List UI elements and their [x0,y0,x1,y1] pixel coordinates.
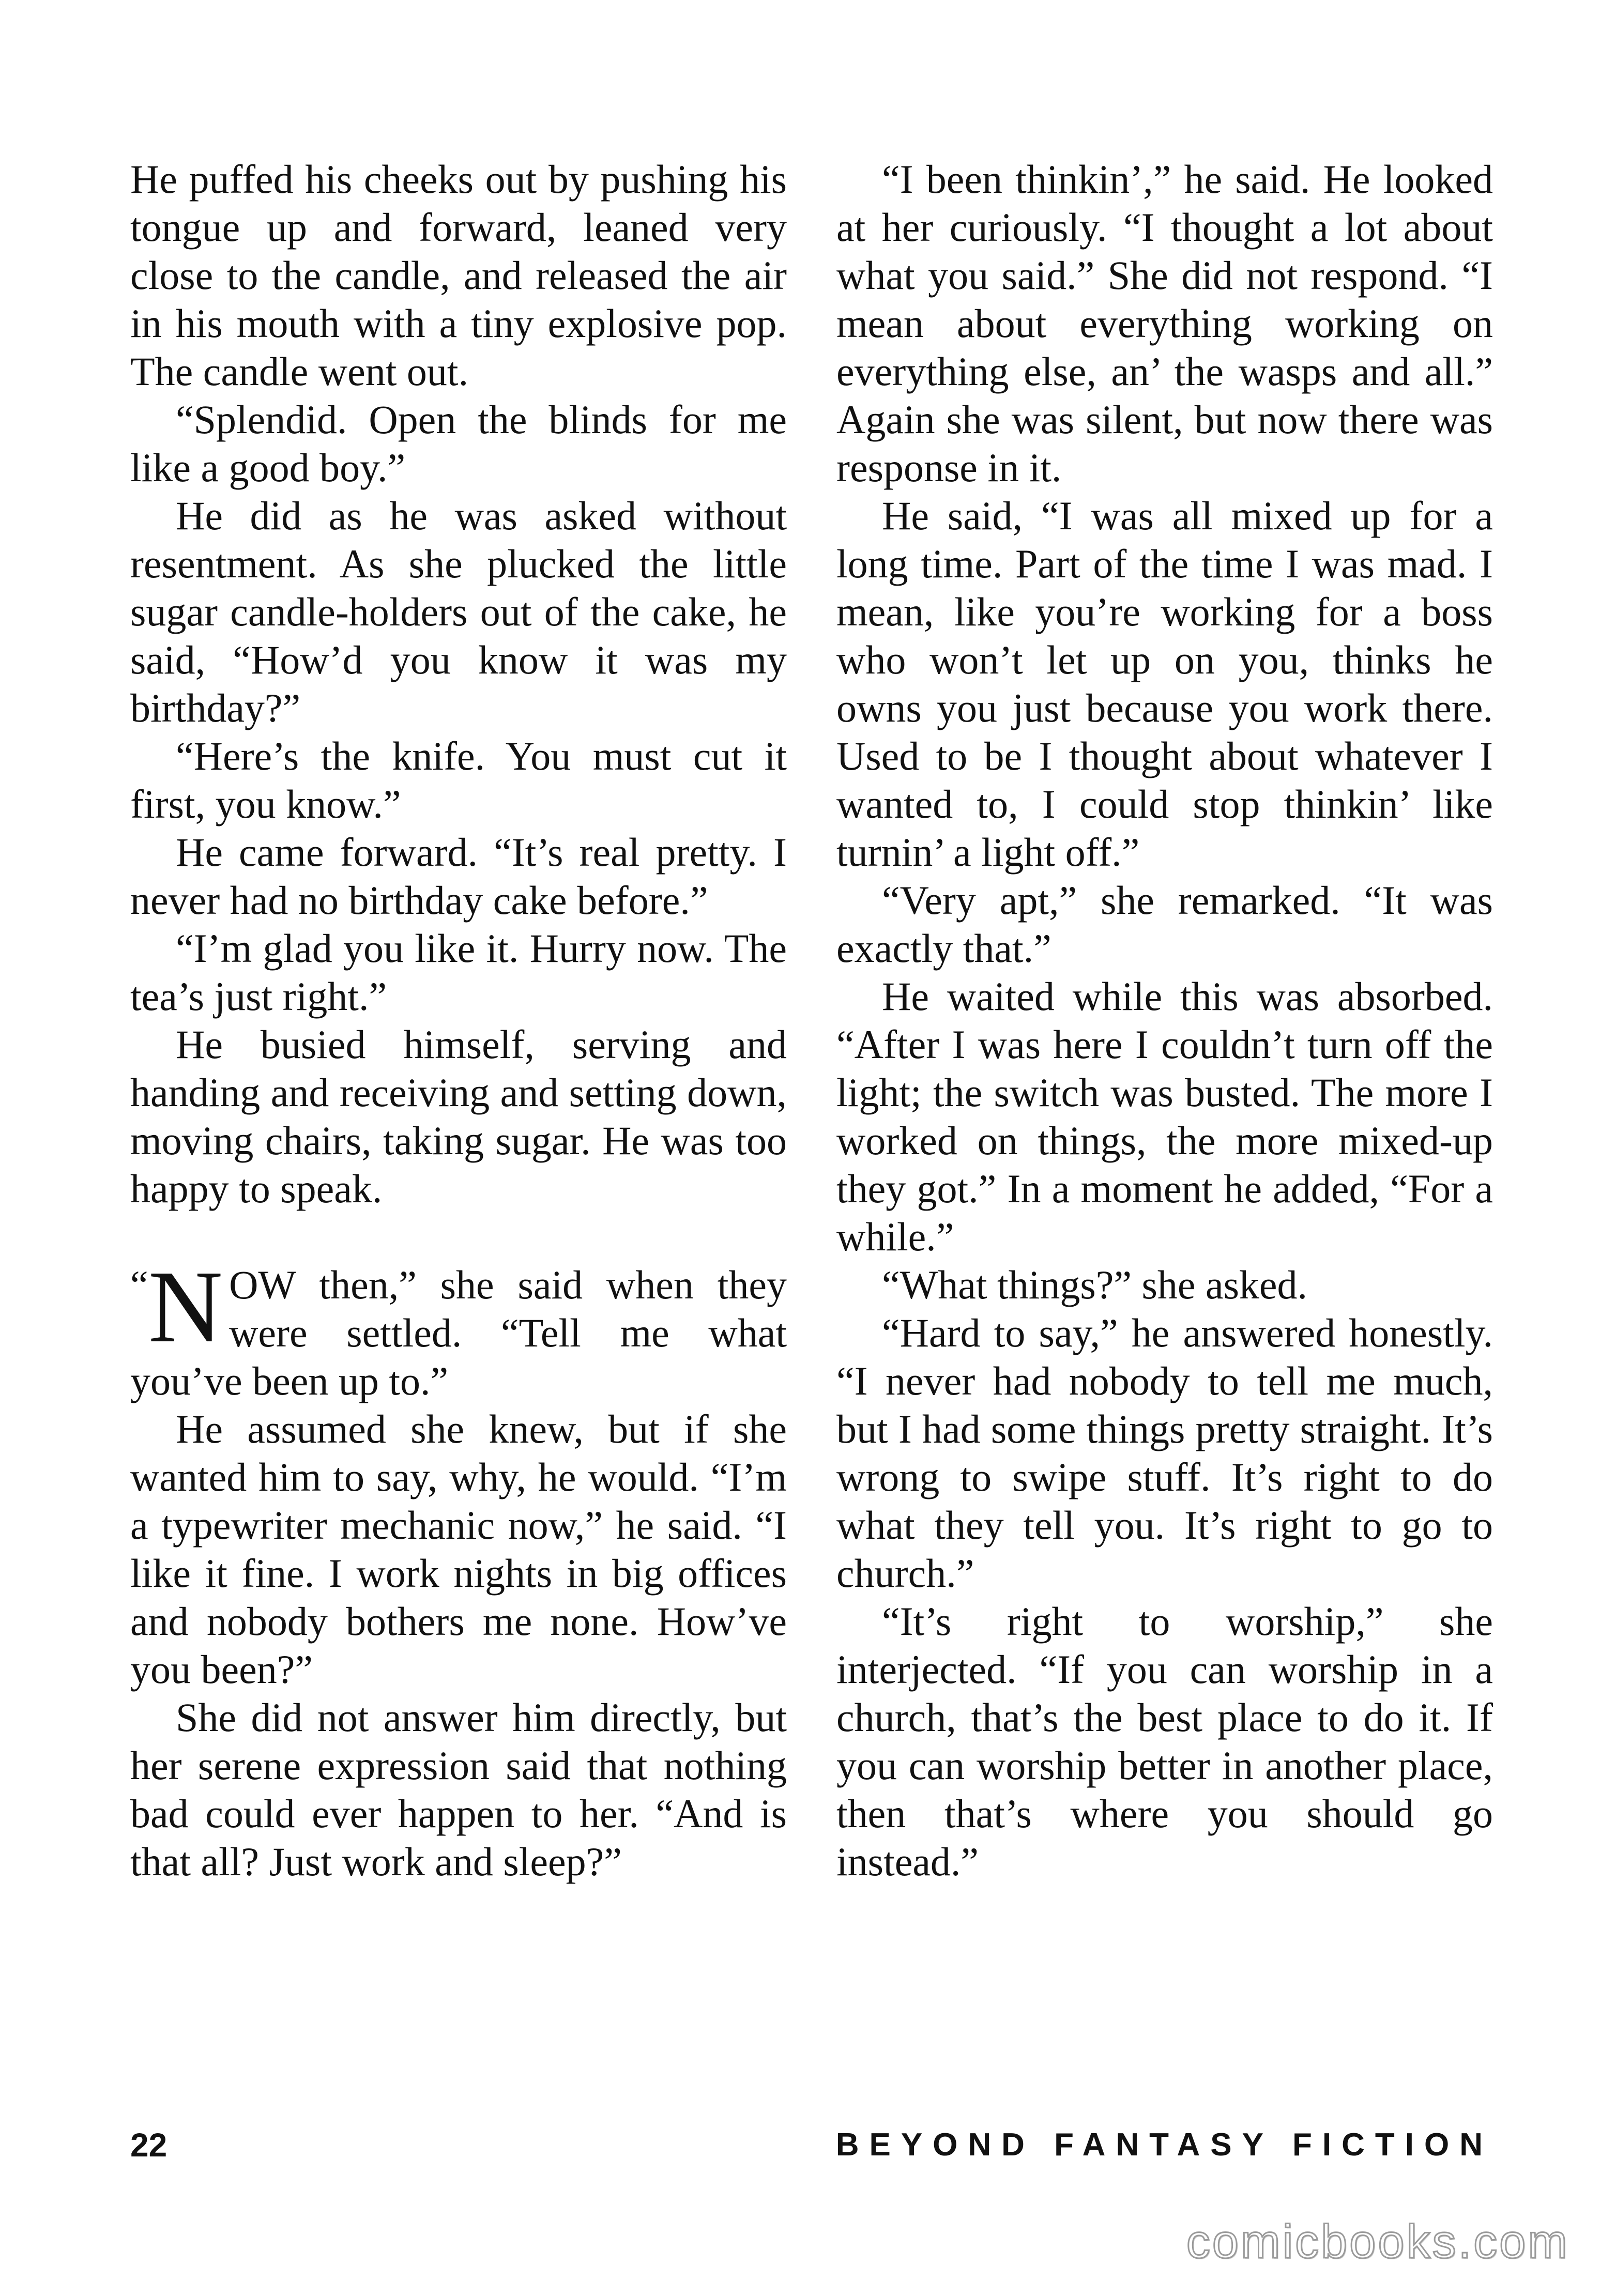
left-column [130,155,787,1886]
paragraph: She did not answer him directly, but her serene expression said that nothing bad could ever happen to her. “And is that all? Just work and sleep?” [130,1695,787,1884]
dropcap-open-quote: “ [130,1262,148,1307]
running-head: BEYOND FANTASY FICTION [835,2127,1493,2163]
section-break [130,1213,787,1261]
page-footer [130,2119,1493,2171]
drop-cap-letter: N [148,1250,223,1364]
paragraph: He assumed she knew, but if she wanted him to say, why, he would. “I’m a typewriter mechanic now,” he said. “I like it fine. I work nights in big offices and nobody bothers me none. How’ve you been?” [130,1406,787,1692]
watermark: comicbooks.com [1186,2215,1569,2268]
paragraph: He did as he was asked without resentment. As she plucked the little sugar candle-holders out of the cake, he said, “How’d you know it was my birthday?” [130,493,787,730]
paragraph: He puffed his cheeks out by pushing his tongue up and forward, leaned very close to the candle, and released the air in his mouth with a tiny explosive pop. The candle went out. [130,157,787,394]
paragraph: “I’m glad you like it. Hurry now. The tea’s just right.” [130,926,787,1019]
paragraph: “I been thinkin’,” he said. He looked at her curiously. “I thought a lot about what you said.” She did not respond. “I mean about everything working on everything else, an’ the wasps and all.” Again she was silent, but now there was response in it. [836,157,1493,490]
paragraph: “Splendid. Open the blinds for me like a good boy.” [130,397,787,490]
paragraph: He busied himself, serving and handing and receiving and setting down, moving chairs, taking sugar. He was too happy to speak. [130,1022,787,1211]
paragraph: “Here’s the knife. You must cut it first, you know.” [130,733,787,826]
dropcap-paragraph-text: OW then,” she said when they were settled. “Tell me what you’ve been up to.” [130,1262,787,1403]
right-column [836,155,1493,1886]
paragraph: “Very apt,” she remarked. “It was exactly that.” [836,878,1493,971]
paragraph: “Hard to say,” he answered honestly. “I never had nobody to tell me much, but I had some things pretty straight. It’s wrong to swipe stuff. It’s right to do what they tell you. It’s right to go to church.” [836,1310,1493,1596]
paragraph: He came forward. “It’s real pretty. I never had no birthday cake before.” [130,830,787,923]
paragraph: “It’s right to worship,” she interjected. “If you can worship in a church, that’s the best place to do it. If you can worship better in another place, then that’s where you should go instead.” [836,1599,1493,1884]
paragraph: He waited while this was absorbed. “After I was here I couldn’t turn off the light; the switch was busted. The more I worked on things, the more mixed-up they got.” In a moment he added, “For a while.” [836,974,1493,1259]
paragraph: “What things?” she asked. [882,1262,1308,1307]
page-number: 22 [130,2126,167,2164]
dropcap-paragraph [130,1250,787,1405]
paragraph: He said, “I was all mixed up for a long time. Part of the time I was mad. I mean, like you’re working for a boss who won’t let up on you, thinks he owns you just because you work there. Used to be I thought about whatever I wanted to, I could stop thinkin’ like turnin’ a light off.” [836,493,1493,875]
